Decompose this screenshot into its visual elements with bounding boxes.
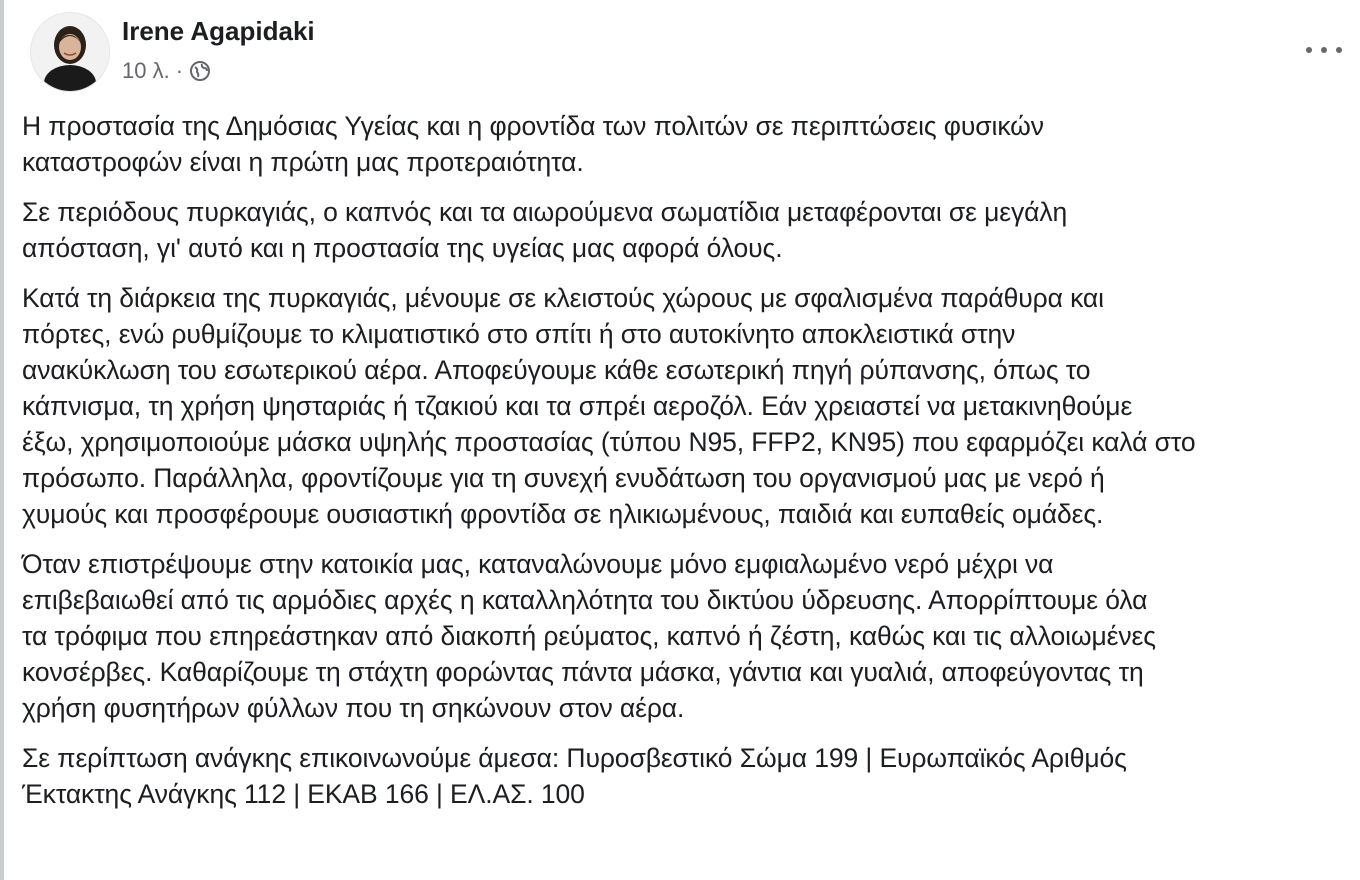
post-body	[22, 108, 1352, 826]
meta-separator: ·	[175, 58, 184, 83]
more-dot	[1336, 47, 1342, 53]
feed-left-border	[0, 0, 4, 880]
post-meta	[122, 58, 211, 84]
post-paragraph: Σε περιόδους πυρκαγιάς, ο καπνός και τα αιωρούμενα σωματίδια μεταφέρονται σε μεγάλη απόσταση, γι' αυτό και η προστασία της υγείας μας αφορά όλους.	[22, 197, 1068, 263]
post-paragraph: Κατά τη διάρκεια της πυρκαγιάς, μένουμε σε κλειστούς χώρους με σφαλισμένα παράθυρα και πόρτες, ενώ ρυθμίζουμε το κλιματιστικό στο σπίτι ή στο αυτοκίνητο αποκλειστικά στην ανακύκλωση του εσωτερικού αέρα. Αποφεύγουμε κάθε εσωτερική πηγή ρύπανσης, όπως το κάπνισμα, τη χρήση ψησταριάς ή τζακιού και τα σπρέι αεροζόλ. Εάν χρειαστεί να μετακινηθούμε έξω, χρησιμοποιούμε μάσκα υψηλής προστασίας (τύπου N95, FFP2, KN95) που εφαρμόζει καλά στο πρόσωπο. Παράλληλα, φροντίζουμε για τη συνεχή ενυδάτωση του οργανισμού μας με νερό ή χυμούς και προσφέρουμε ουσιαστική φροντίδα σε ηλικιωμένους, παιδιά και ευπαθείς ομάδες.	[22, 283, 1196, 529]
more-dot	[1321, 47, 1327, 53]
more-options-icon[interactable]	[1306, 40, 1342, 60]
avatar-image	[31, 13, 109, 91]
post-timestamp[interactable]: 10 λ.	[122, 58, 170, 83]
post-paragraph: Η προστασία της Δημόσιας Υγείας και η φροντίδα των πολιτών σε περιπτώσεις φυσικών καταστροφών είναι η πρώτη μας προτεραιότητα.	[22, 111, 1044, 177]
more-dot	[1306, 47, 1312, 53]
post-paragraph: Όταν επιστρέψουμε στην κατοικία μας, καταναλώνουμε μόνο εμφιαλωμένο νερό μέχρι να επιβεβαιωθεί από τις αρμόδιες αρχές η καταλληλότητα του δικτύου ύδρευσης. Απορρίπτουμε όλα τα τρόφιμα που επηρεάστηκαν από διακοπή ρεύματος, καπνό ή ζέστη, καθώς και τις αλλοιωμένες κονσέρβες. Καθαρίζουμε τη στάχτη φορώντας πάντα μάσκα, γάντια και γυαλιά, αποφεύγοντας τη χρήση φυσητήρων φύλλων που τη σηκώνουν στον αέρα.	[22, 549, 1156, 723]
author-name[interactable]: Irene Agapidaki	[122, 16, 315, 46]
facebook-post	[22, 0, 1352, 880]
post-header	[30, 12, 1350, 92]
globe-icon[interactable]	[189, 60, 211, 82]
post-paragraph: Σε περίπτωση ανάγκης επικοινωνούμε άμεσα: Πυροσβεστικό Σώμα 199 | Ευρωπαϊκός Αριθμός Έκτακτης Ανάγκης 112 | ΕΚΑΒ 166 | ΕΛ.ΑΣ. 100	[22, 743, 1127, 809]
avatar[interactable]	[30, 12, 110, 92]
